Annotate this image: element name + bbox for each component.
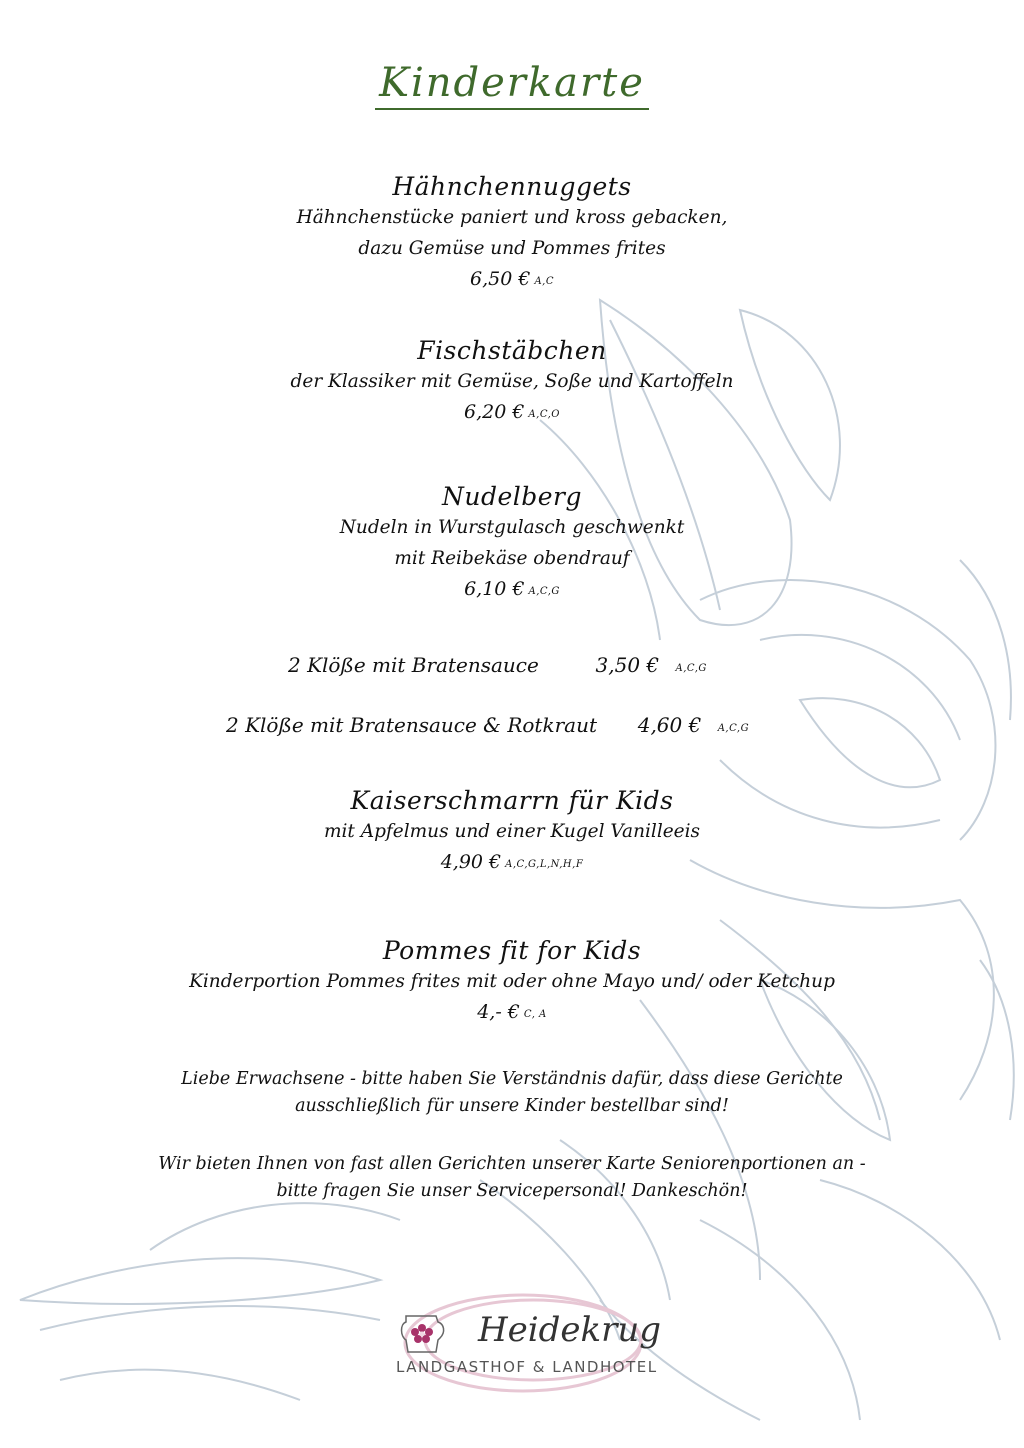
- note-line: ausschließlich für unsere Kinder bestellbar sind!: [295, 1096, 729, 1116]
- dish-allergens: C, A: [523, 1009, 547, 1020]
- dish-pommes-fit-for-kids: [0, 936, 1024, 1030]
- dish-allergens: A,C,G,L,N,H,F: [505, 859, 584, 870]
- menu-title-text: Kinderkarte: [375, 60, 649, 110]
- dish-price: 6,50 €: [470, 268, 531, 290]
- dish-nudelberg: [0, 482, 1024, 607]
- dish-price: 6,10 €: [464, 578, 525, 600]
- side-dish-allergens: A,C,G: [675, 663, 707, 674]
- dish-description-line: dazu Gemüse und Pommes frites: [358, 238, 666, 259]
- dish-description-line: Hähnchenstücke paniert und kross gebacken,: [296, 207, 728, 228]
- jug-flower-icon: [396, 1310, 448, 1356]
- note-senior-portions: [0, 1151, 1024, 1205]
- dish-description-line: der Klassiker mit Gemüse, Soße und Kartoffeln: [290, 371, 734, 392]
- dish-description-line: mit Reibekäse obendrauf: [394, 548, 630, 569]
- dish-price: 4,- €: [477, 1001, 520, 1023]
- side-dish-allergens: A,C,G: [717, 723, 750, 734]
- side-dish-price: 4,60 €: [637, 713, 702, 737]
- logo-subtitle-text: LANDGASTHOF & LANDHOTEL: [396, 1358, 658, 1376]
- side-dish-kloesse: [288, 650, 707, 684]
- dish-price: 6,20 €: [463, 401, 525, 423]
- dish-price-row: [0, 997, 1024, 1030]
- side-dish-price: 3,50 €: [595, 653, 660, 677]
- logo-name-text: Heidekrug: [478, 1310, 662, 1350]
- dish-name: Nudelberg: [441, 482, 583, 511]
- note-line: Wir bieten Ihnen von fast allen Gerichten unserer Karte Seniorenportionen an -: [158, 1154, 866, 1174]
- dish-price-row: [0, 574, 1024, 607]
- dish-name: Kaiserschmarrn für Kids: [350, 786, 674, 815]
- dish-name: Hähnchennuggets: [392, 172, 632, 201]
- dish-name: Pommes fit for Kids: [382, 936, 642, 965]
- note-line: Liebe Erwachsene - bitte haben Sie Verständnis dafür, dass diese Gerichte: [181, 1069, 843, 1089]
- dish-description-line: Kinderportion Pommes frites mit oder ohne Mayo und/ oder Ketchup: [189, 971, 835, 992]
- dish-fischstaebchen: [0, 336, 1024, 430]
- menu-title: [0, 60, 1024, 106]
- dish-price: 4,90 €: [440, 851, 502, 873]
- dish-price-row: [0, 397, 1024, 430]
- heidekrug-logo: [388, 1288, 662, 1408]
- dish-name: Fischstäbchen: [417, 336, 607, 365]
- dish-description-line: mit Apfelmus und einer Kugel Vanilleeis: [323, 821, 701, 842]
- dish-allergens: A,C,G: [528, 586, 560, 597]
- side-dish-label: 2 Klöße mit Bratensauce & Rotkraut: [226, 713, 597, 737]
- dish-allergens: A,C,O: [528, 409, 560, 420]
- side-dish-kloesse-rotkraut: [226, 710, 749, 744]
- dish-kaiserschmarrn: [0, 786, 1024, 880]
- dish-description-line: Nudeln in Wurstgulasch geschwenkt: [339, 517, 685, 538]
- side-dish-label: 2 Klöße mit Bratensauce: [288, 653, 539, 677]
- dish-price-row: [0, 847, 1024, 880]
- dish-price-row: [0, 264, 1024, 297]
- dish-hahnchennuggets: [0, 172, 1024, 297]
- note-adults: [0, 1066, 1024, 1120]
- dish-allergens: A,C: [534, 276, 554, 287]
- note-line: bitte fragen Sie unser Servicepersonal! Dankeschön!: [276, 1181, 748, 1201]
